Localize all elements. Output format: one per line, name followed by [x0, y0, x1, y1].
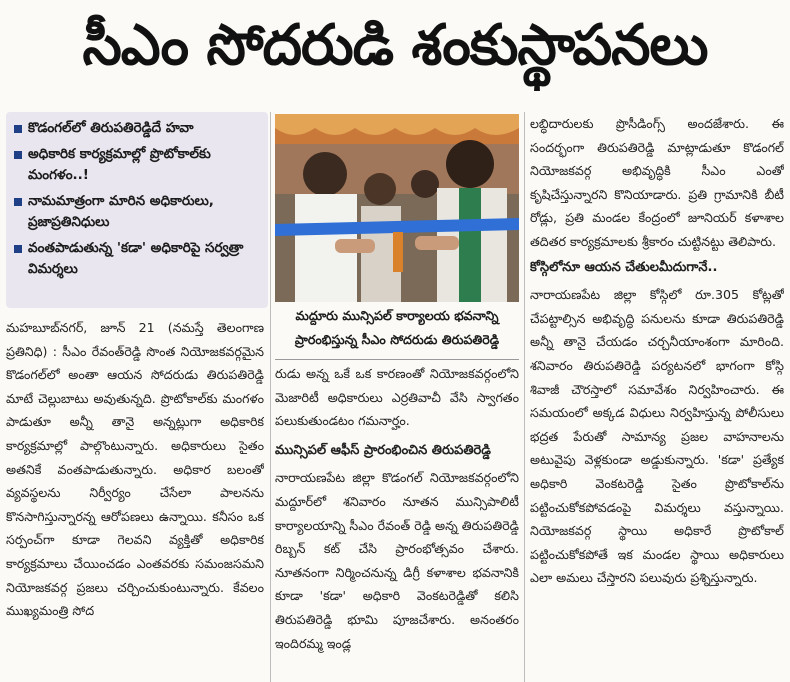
subheading: మున్సిపల్ ఆఫీస్ ప్రారంభించిన తిరుపతిరెడ్డి: [275, 442, 491, 458]
column-divider: [524, 112, 525, 682]
article-column-3: [530, 112, 784, 682]
ribbon-cutting-photo: [275, 114, 519, 302]
headline: సీఎం సోదరుడి శంకుస్థాపనలు: [82, 12, 708, 78]
highlight-item: కొడంగల్‌లో తిరుపతిరెడ్డిదే హవా: [14, 118, 260, 139]
article-paragraph: రుడు అన్న ఒకే ఒక కారణంతో నియోజకవర్గంలోని మెజారిటీ అధికారులు ఎర్రతివాచీ వేసి స్వాగతం పలుకుతుండటం గమనార్హం.: [275, 366, 519, 429]
photo-caption: మద్దూరు మున్సిపల్ కార్యాలయ భవనాన్ని ప్రారంభిస్తున్న సీఎం సోదరుడు తిరుపతిరెడ్డి: [275, 304, 519, 360]
square-bullet-icon: [14, 151, 22, 159]
column-divider: [270, 112, 271, 682]
article-paragraph: మహబూబ్‌నగర్, జూన్ 21 (నమస్తే తెలంగాణ ప్రతినిధి) : సీఎం రేవంత్‌రెడ్డి సొంత నియోజకవర్గమైన కొడంగల్‌లో అంతా ఆయన సోదరుడు తిరుపతిరెడ్డి మాటే చెల్లుబాటు అవుతున్నది. ప్రొటోకాల్‌కు మంగళం పాడుతూ అన్నీ తానై అన్నట్లుగా అధికారిక కార్యక్రమాల్లో పాల్గొంటున్నారు. అధికారులు సైతం అతనికే వంతపాడుతున్నారు. అధికార బలంతో వ్యవస్థలను నిర్వీర్యం చేసేలా పాలనను కొనసాగిస్తున్నారన్న ఆరోపణలు ఉన్నాయి. కనీసం ఒక సర్పంచ్‌గా కూడా గెలవని వ్యక్తితో అధికారిక కార్యక్రమాలు చేయించడం ఎంతవరకు సమంజసమని నియోజకవర్గ ప్రజలు చర్చించుకుంటున్నారు. కేవలం ముఖ్యమంత్రి సోద: [6, 320, 264, 619]
subheading: కోస్గిలోనూ ఆయన చేతులమీదుగానే..: [530, 259, 718, 275]
square-bullet-icon: [14, 198, 22, 206]
article-column-2: [275, 362, 519, 682]
article-paragraph: లబ్ధిదారులకు ప్రొసీడింగ్స్ అందజేశారు. ఈ సందర్భంగా తిరుపతిరెడ్డి మాట్లాడుతూ కొడంగల్ నియోజకవర్గ అభివృద్ధికి సీఎం ఎంతో కృషిచేస్తున్నారని కొనియాడారు. ప్రతి గ్రామానికి బీటీ రోడ్లు, ప్రతి మండల కేంద్రంలో జూనియర్ కళాశాల తదితర కార్యక్రమాలకు శ్రీకారం చుట్టినట్టు తెలిపారు.: [530, 116, 784, 249]
highlight-item: అధికారిక కార్యక్రమాల్లో ప్రొటోకాల్‌కు మంగళం..!: [14, 144, 260, 186]
highlight-item: నామమాత్రంగా మారిన అధికారులు, ప్రజాప్రతినిధులు: [14, 191, 260, 233]
square-bullet-icon: [14, 245, 22, 253]
highlight-item: వంతపాడుతున్న 'కడా' అధికారిపై సర్వత్రా విమర్శలు: [14, 238, 260, 280]
square-bullet-icon: [14, 125, 22, 133]
article-paragraph: నారాయణపేట జిల్లా కోస్గిలో రూ.305 కోట్లతో చేపట్టాల్సిన అభివృద్ధి పనులను కూడా తిరుపతిరెడ్డి అన్నీ తానై చేయడం చర్చనీయాంశంగా మారింది. శనివారం తిరుపతిరెడ్డి పర్యటనలో భాగంగా కోస్గి శివాజీ చౌరస్తాలో సమావేశం నిర్వహించారు. ఈ సమయంలో అక్కడ విధులు నిర్వహిస్తున్న పోలీసులు భద్రత పేరుతో సామాన్య ప్రజల వాహనాలను అటువైపు వెళ్లకుండా అడ్డుకున్నారు. 'కడా' ప్రత్యేక అధికారి వెంకటరెడ్డి సైతం ప్రొటోకాల్‌ను పట్టించుకోకపోవడంపై విమర్శలు వస్తున్నాయి. నియోజకవర్గ స్థాయి అధికారే ప్రొటోకాల్ పట్టించుకోకపోతే ఇక మండల స్థాయి అధికారులు ఎలా అమలు చేస్తారని పలువురు ప్రశ్నిస్తున్నారు.: [530, 287, 784, 586]
article-paragraph: నారాయణపేట జిల్లా కొడంగల్ నియోజకవర్గంలోని మద్దూర్‌లో శనివారం నూతన మున్సిపాలిటీ కార్యాలయాన్ని సీఎం రేవంత్ రెడ్డి అన్న తిరుపతిరెడ్డి రిబ్బన్ కట్ చేసి ప్రారంభోత్సవం చేశారు. నూతనంగా నిర్మించనున్న డిగ్రీ కళాశాల భవనానికి కూడా 'కడా' అధికారి వెంకటరెడ్డితో కలిసి తిరుపతిరెడ్డి భూమి పూజచేశారు. అనంతరం ఇందిరమ్మ ఇండ్ల: [275, 470, 519, 651]
highlights-box: [6, 112, 268, 308]
news-photo: [275, 114, 519, 302]
article-column-1: [6, 316, 264, 682]
